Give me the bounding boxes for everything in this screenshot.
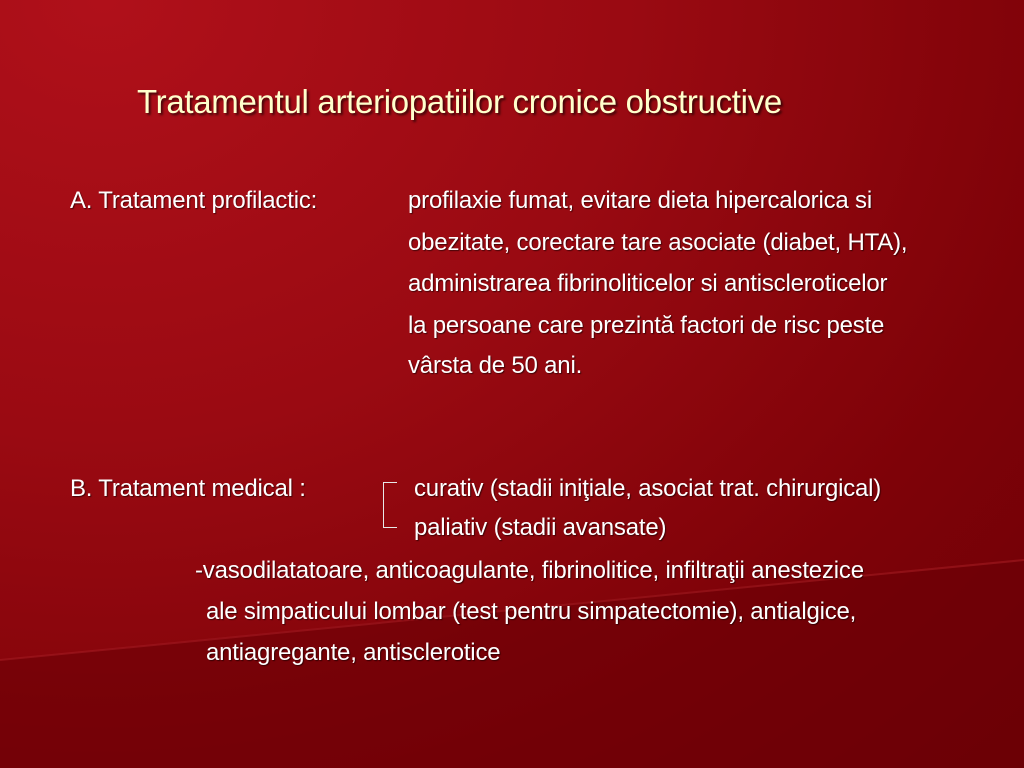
section-a-label: A. Tratament profilactic: — [70, 187, 318, 214]
section-a-line: profilaxie fumat, evitare dieta hipercalorica si — [408, 187, 872, 214]
slide-title: Tratamentul arteriopatiilor cronice obstructive — [137, 83, 782, 120]
section-b-option: curativ (stadii iniţiale, asociat trat. chirurgical) — [414, 475, 882, 502]
section-b-option: paliativ (stadii avansate) — [414, 514, 667, 541]
section-b-label: B. Tratament medical : — [70, 475, 306, 502]
section-a-line: la persoane care prezintă factori de risc peste — [408, 312, 885, 339]
section-b-detail-line: antiagregante, antisclerotice — [206, 639, 501, 666]
section-b-detail-line: ale simpaticului lombar (test pentru simpatectomie), antialgice, — [206, 598, 857, 625]
section-a-line: obezitate, corectare tare asociate (diabet, HTA), — [408, 229, 908, 256]
option-bracket — [383, 482, 397, 528]
section-b-detail-line: -vasodilatatoare, anticoagulante, fibrinolitice, infiltraţii anestezice — [195, 557, 864, 584]
section-a-line: administrarea fibrinoliticelor si antiscleroticelor — [408, 270, 888, 297]
section-a-line: vârsta de 50 ani. — [408, 352, 583, 379]
